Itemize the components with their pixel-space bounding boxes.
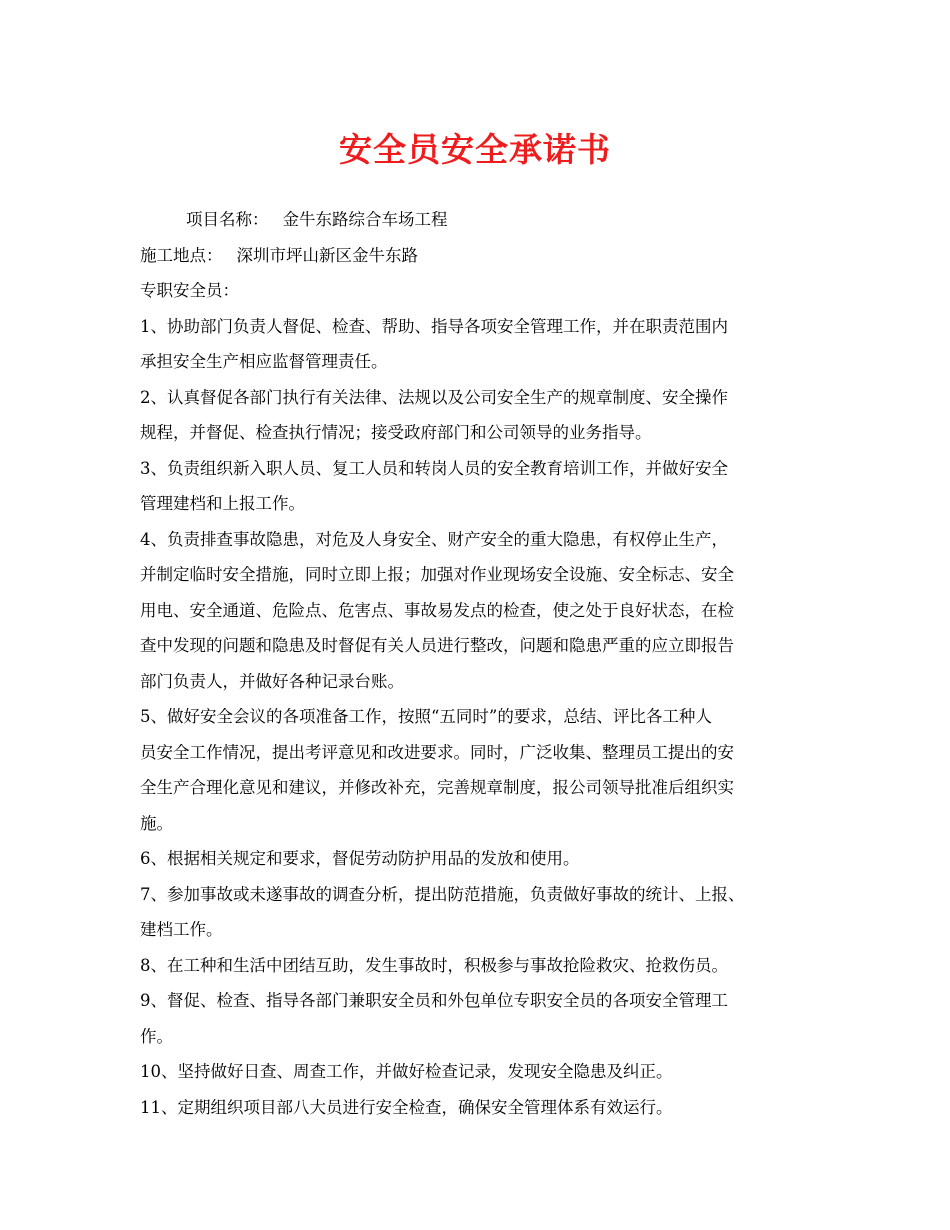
duty-line: 3、负责组织新入职人员、复工人员和转岗人员的安全教育培训工作，并做好安全 — [140, 458, 728, 478]
duty-line: 管理建档和上报工作。 — [140, 494, 305, 513]
duty-line: 施。 — [140, 813, 173, 833]
project-name-label: 项目名称： — [186, 210, 269, 229]
duty-line: 7、参加事故或未遂事故的调查分析，提出防范措施，负责做好事故的统计、上报、 — [140, 884, 745, 904]
duty-line: 11、定期组织项目部八大员进行安全检查，确保安全管理体系有效运行。 — [140, 1097, 673, 1117]
document-title: 安全员安全承诺书 — [339, 130, 611, 169]
duty-line: 部门负责人，并做好各种记录台账。 — [140, 671, 404, 691]
duty-item-8 — [140, 948, 820, 984]
duty-line: 承担安全生产相应监督管理责任。 — [140, 352, 388, 371]
duty-line: 建档工作。 — [140, 920, 223, 939]
safety-officer-label: 专职安全员： — [140, 281, 239, 300]
duty-item-7 — [140, 877, 820, 948]
duty-line: 员安全工作情况，提出考评意见和改进要求。同时，广泛收集、整理员工提出的安 — [140, 742, 734, 762]
duty-line: 8、在工种和生活中团结互助，发生事故时，积极参与事故抢险救灾、抢救伤员。 — [140, 955, 728, 975]
duty-line: 查中发现的问题和隐患及时督促有关人员进行整改，问题和隐患严重的应立即报告 — [140, 636, 734, 655]
project-name-value: 金牛东路综合车场工程 — [282, 210, 448, 229]
duty-line: 10、坚持做好日查、周查工作，并做好检查记录，发现安全隐患及纠正。 — [140, 1062, 673, 1081]
document-body — [140, 202, 820, 1125]
duty-line: 全生产合理化意见和建议，并修改补充，完善规章制度，报公司领导批准后组织实 — [140, 778, 734, 797]
project-name-row — [140, 202, 820, 238]
site-location-value: 深圳市坪山新区金牛东路 — [236, 245, 418, 265]
duty-item-11 — [140, 1090, 820, 1126]
duty-line: 4、负责排查事故隐患，对危及人身安全、财产安全的重大隐患，有权停止生产， — [140, 529, 728, 549]
duty-line: 9、督促、检查、指导各部门兼职安全员和外包单位专职安全员的各项安全管理工 — [140, 991, 728, 1010]
duty-line: 2、认真督促各部门执行有关法律、法规以及公司安全生产的规章制度、安全操作 — [140, 387, 728, 407]
duty-line: 并制定临时安全措施，同时立即上报；加强对作业现场安全设施、安全标志、安全 — [140, 565, 734, 584]
duty-item-6 — [140, 841, 820, 877]
duty-line: 5、做好安全会议的各项准备工作，按照“五同时”的要求，总结、评比各工种人 — [140, 707, 712, 726]
duty-item-1 — [140, 309, 820, 380]
duty-item-10 — [140, 1054, 820, 1090]
duty-line: 规程，并督促、检查执行情况；接受政府部门和公司领导的业务指导。 — [140, 423, 652, 442]
duty-line: 6、根据相关规定和要求，督促劳动防护用品的发放和使用。 — [140, 849, 580, 868]
safety-officer-row — [140, 273, 820, 309]
duty-item-9 — [140, 983, 820, 1054]
duty-line: 1、协助部门负责人督促、检查、帮助、指导各项安全管理工作，并在职责范围内 — [140, 316, 728, 336]
duty-item-2 — [140, 380, 820, 451]
duty-item-3 — [140, 451, 820, 522]
duty-line: 作。 — [140, 1026, 173, 1046]
duty-item-4 — [140, 522, 820, 700]
site-location-label: 施工地点： — [140, 245, 223, 265]
duty-list — [140, 309, 820, 1126]
site-location-row — [140, 238, 820, 274]
duty-item-5 — [140, 699, 820, 841]
duty-line: 用电、安全通道、危险点、危害点、事故易发点的检查，使之处于良好状态，在检 — [140, 600, 734, 620]
